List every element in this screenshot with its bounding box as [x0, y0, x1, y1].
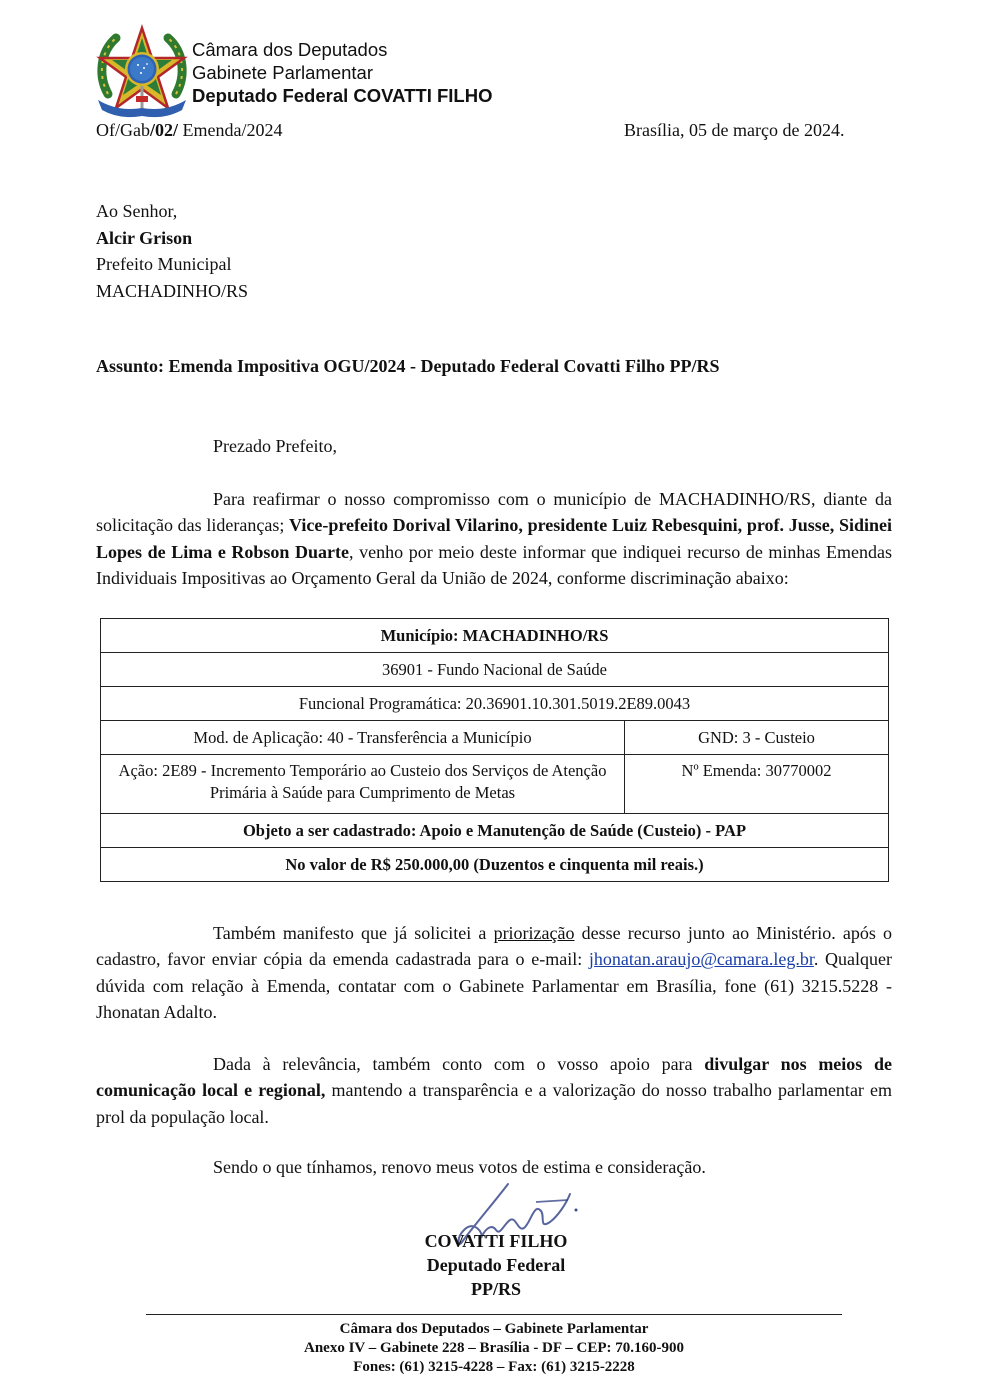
table-gnd: GND: 3 - Custeio [625, 721, 889, 755]
reference-number: /02/ [149, 120, 178, 140]
paragraph-intro [96, 486, 892, 591]
intro-text-2: , venho por meio deste informar que indiquei recurso de minhas Emendas Individuais Impositivas ao Orçamento Geral da União de 2024, conforme discriminação abaixo: [96, 541, 892, 588]
footer [146, 1320, 842, 1377]
priority-text-3: . Qualquer dúvida com relação à Emenda, contatar com o Gabinete Parlamentar em Brasília, fone (61) 3215.5228 - Jhonatan Adalto. [96, 949, 892, 1022]
letterhead-institution: Câmara dos Deputados [192, 39, 388, 60]
intro-text-1: Para reafirmar o nosso compromisso com o município de MACHADINHO/RS, diante da solicitação das lideranças; [96, 489, 892, 536]
letterhead-office: Gabinete Parlamentar [192, 62, 373, 83]
amendment-table [100, 618, 889, 882]
table-funcional: Funcional Programática: 20.36901.10.301.5019.2E89.0043 [101, 687, 889, 721]
priority-underlined: priorização [493, 923, 575, 943]
recipient-name: Alcir Grison [96, 227, 193, 248]
signer-role: Deputado Federal [426, 1255, 566, 1275]
letterhead [192, 38, 492, 107]
table-acao: Ação: 2E89 - Incremento Temporário ao Custeio dos Serviços de Atenção Primária à Saúde para Cumprimento de Metas [101, 755, 625, 814]
greeting: Prezado Prefeito, [213, 436, 337, 456]
contact-email-link[interactable]: jhonatan.araujo@camara.leg.br [588, 949, 814, 970]
footer-divider [146, 1314, 842, 1315]
reference-prefix: Of/Gab [96, 120, 150, 140]
recipient-block [96, 198, 248, 304]
signature-block [370, 1229, 622, 1301]
signer-party: PP/RS [470, 1279, 521, 1299]
letterhead-deputy: Deputado Federal COVATTI FILHO [192, 85, 493, 106]
table-objeto: Objeto a ser cadastrado: Apoio e Manutenção de Saúde (Custeio) - PAP [101, 814, 889, 848]
paragraph-priority [96, 920, 892, 1025]
closing-line: Sendo o que tínhamos, renovo meus votos de estima e consideração. [213, 1157, 706, 1177]
document-date: Brasília, 05 de março de 2024. [624, 120, 845, 140]
priority-text-2: desse recurso junto ao Ministério. após o cadastro, favor enviar cópia da emenda cadastrada para o e-mail: [96, 923, 893, 970]
footer-line-2: Anexo IV – Gabinete 228 – Brasília - DF – CEP: 70.160-900 [304, 1340, 684, 1356]
intro-leaders: Vice-prefeito Dorival Vilarino, presidente Luiz Rebesquini, prof. Jusse, Sidinei Lopes de Lima e Robson Duarte [96, 515, 892, 562]
paragraph-publicity [96, 1051, 892, 1130]
table-valor: No valor de R$ 250.000,00 (Duzentos e cinquenta mil reais.) [101, 848, 889, 882]
priority-text-1: Também manifesto que já solicitei a [213, 923, 494, 943]
publicity-bold: divulgar nos meios de comunicação local e regional, [96, 1054, 892, 1101]
recipient-salutation: Ao Senhor, [96, 201, 178, 221]
footer-line-1: Câmara dos Deputados – Gabinete Parlamentar [339, 1321, 649, 1337]
document-reference [96, 120, 282, 141]
table-mod-aplicacao: Mod. de Aplicação: 40 - Transferência a Município [101, 721, 625, 755]
footer-line-3: Fones: (61) 3215-4228 – Fax: (61) 3215-2228 [353, 1359, 635, 1375]
recipient-title: Prefeito Municipal [96, 254, 232, 274]
brazil-coat-of-arms-icon [94, 24, 190, 120]
table-num-emenda: Nº Emenda: 30770002 [625, 755, 889, 814]
table-municipio: Município: MACHADINHO/RS [101, 619, 889, 653]
subject-line: Assunto: Emenda Impositiva OGU/2024 - Deputado Federal Covatti Filho PP/RS [96, 356, 720, 376]
recipient-city: MACHADINHO/RS [96, 280, 249, 301]
reference-suffix: Emenda/2024 [178, 120, 283, 140]
table-fundo: 36901 - Fundo Nacional de Saúde [101, 653, 889, 687]
publicity-text-1: Dada à relevância, também conto com o vosso apoio para [213, 1054, 705, 1074]
publicity-text-2: mantendo a transparência e a valorização do nosso trabalho parlamentar em prol da população local. [96, 1080, 892, 1127]
signer-name: COVATTI FILHO [424, 1231, 568, 1251]
